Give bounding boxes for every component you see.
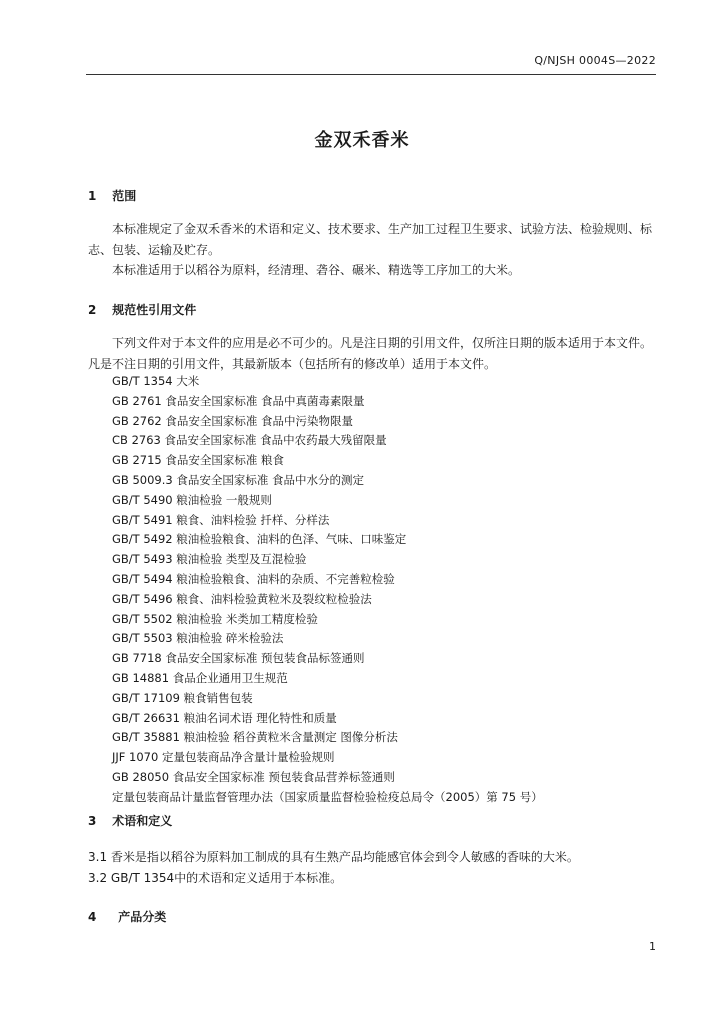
section-number: 2 xyxy=(88,303,97,317)
section-title: 规范性引用文件 xyxy=(112,303,197,317)
reference-item: GB/T 5493 粮油检验 类型及互混检验 xyxy=(112,552,307,567)
section-title: 范围 xyxy=(112,189,137,203)
section-title: 术语和定义 xyxy=(112,814,173,828)
reference-item: GB/T 5503 粮油检验 碎米检验法 xyxy=(112,631,284,646)
header-rule xyxy=(86,74,656,75)
section-number: 1 xyxy=(88,189,97,203)
references-intro: 下列文件对于本文件的应用是必不可少的。凡是注日期的引用文件，仅所注日期的版本适用于本文件。凡是不注日期的引用文件，其最新版本（包括所有的修改单）适用于本文件。 xyxy=(88,336,653,371)
definition-item: 3.1 香米是指以稻谷为原料加工制成的具有生熟产品均能感官体会到令人敏感的香味的大米。 xyxy=(88,850,579,864)
reference-item: GB/T 5491 粮食、油料检验 扦样、分样法 xyxy=(112,512,330,527)
definition-item: 3.2 GB/T 1354中的术语和定义适用于本标准。 xyxy=(88,870,343,885)
section-title: 产品分类 xyxy=(118,910,167,924)
section-heading-product-classification xyxy=(88,908,166,925)
reference-item: GB/T 26631 粮油名词术语 理化特性和质量 xyxy=(112,710,337,725)
section-heading-terms-definitions xyxy=(88,812,172,829)
definition-list xyxy=(88,847,579,888)
reference-item: 定量包装商品计量监督管理办法（国家质量监督检验检疫总局令（2005）第 75 号） xyxy=(112,789,543,804)
reference-item: GB/T 5494 粮油检验粮食、油料的杂质、不完善粒检验 xyxy=(112,571,395,586)
page-number: 1 xyxy=(649,940,656,953)
reference-item: GB 2762 食品安全国家标准 食品中污染物限量 xyxy=(112,413,354,428)
reference-item: GB 2761 食品安全国家标准 食品中真菌毒素限量 xyxy=(112,393,365,408)
reference-item: GB/T 5496 粮食、油料检验黄粒米及裂纹粒检验法 xyxy=(112,591,372,606)
section-number: 3 xyxy=(88,814,97,828)
reference-item: GB/T 17109 粮食销售包装 xyxy=(112,690,253,705)
doc-code: Q/NJSH 0004S—2022 xyxy=(534,54,656,67)
reference-item: GB 5009.3 食品安全国家标准 食品中水分的测定 xyxy=(112,472,365,487)
reference-item: GB/T 5502 粮油检验 米类加工精度检验 xyxy=(112,611,318,626)
section-number: 4 xyxy=(88,910,97,924)
reference-item: GB 14881 食品企业通用卫生规范 xyxy=(112,670,288,685)
reference-item: GB 7718 食品安全国家标准 预包装食品标签通则 xyxy=(112,651,365,666)
scope-paragraph: 本标准适用于以稻谷为原料，经清理、砻谷、碾米、精选等工序加工的大米。 xyxy=(112,263,521,277)
reference-item: GB/T 5490 粮油检验 一般规则 xyxy=(112,492,272,507)
reference-list xyxy=(112,372,543,808)
section-heading-scope xyxy=(88,187,136,204)
reference-item: JJF 1070 定量包装商品净含量计量检验规则 xyxy=(112,750,335,765)
reference-item: CB 2763 食品安全国家标准 食品中农药最大残留限量 xyxy=(112,433,387,448)
scope-paragraph: 本标准规定了金双禾香米的术语和定义、技术要求、生产加工过程卫生要求、试验方法、检验规则、标志、包装、运输及贮存。 xyxy=(88,222,653,257)
reference-item: GB 28050 食品安全国家标准 预包装食品营养标签通则 xyxy=(112,769,395,784)
document-title: 金双禾香米 xyxy=(314,130,410,151)
reference-item: GB/T 5492 粮油检验粮食、油料的色泽、气味、口味鉴定 xyxy=(112,532,407,547)
reference-item: GB/T 35881 粮油检验 稻谷黄粒米含量测定 图像分析法 xyxy=(112,730,398,745)
reference-item: GB 2715 食品安全国家标准 粮食 xyxy=(112,453,285,468)
section-heading-normative-references xyxy=(88,301,196,318)
reference-item: GB/T 1354 大米 xyxy=(112,374,200,388)
